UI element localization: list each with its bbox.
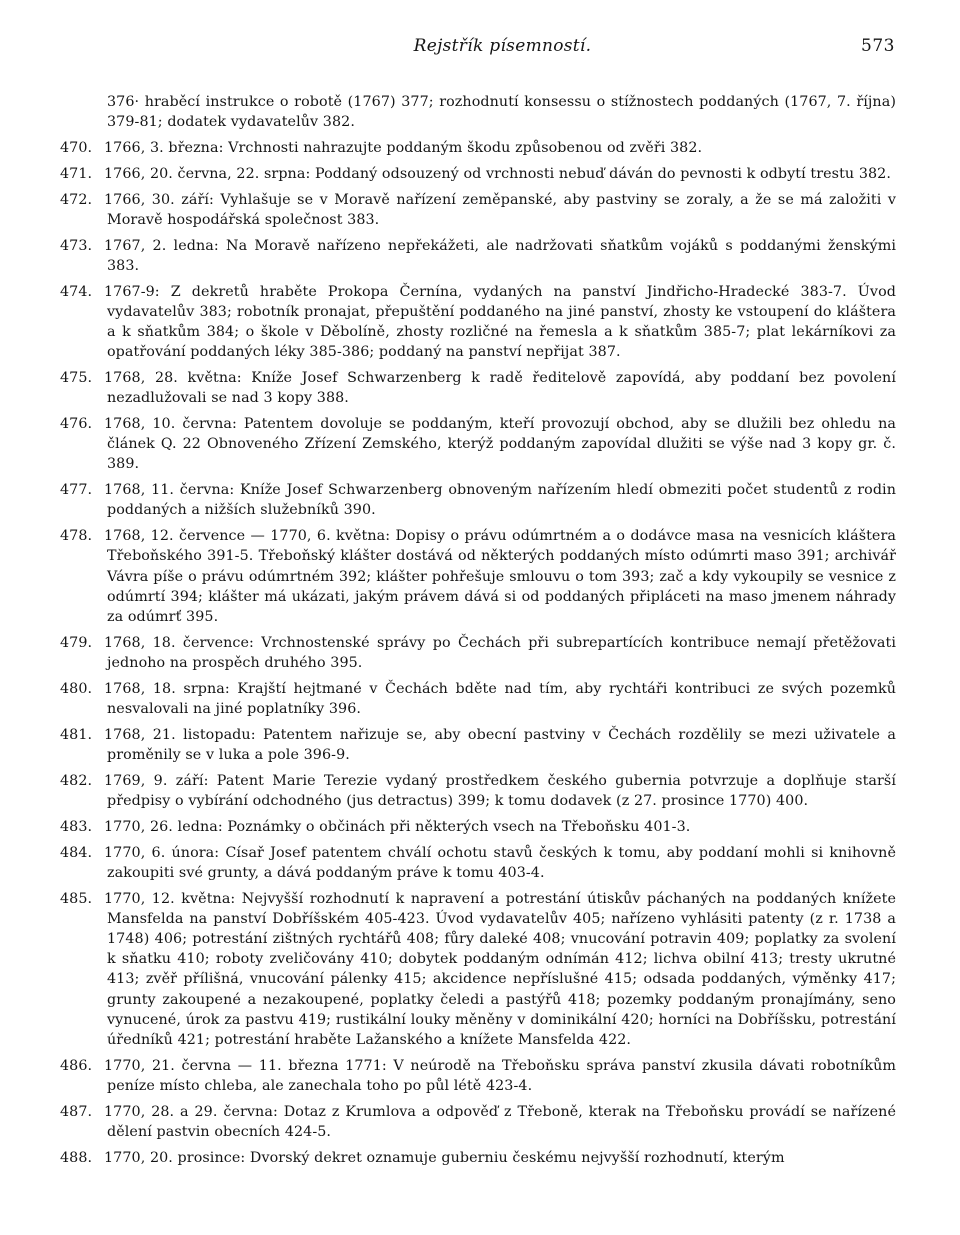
entry-text: 1768, 11. června: Kníže Josef Schwarzenberg obnoveným nařízením hledí obmeziti počet studentů z rodin poddaných a nižších služebníků 390. <box>104 482 896 519</box>
register-entry <box>60 817 896 837</box>
entry-number: 482. <box>60 772 93 789</box>
entry-number: 487. <box>60 1103 93 1120</box>
entry-text: 1769, 9. září: Patent Marie Terezie vydaný prostředkem českého gubernia potvrzuje a doplňuje starší předpisy o vybírání odchodného (jus detractus) 399; k tomu dodavek (z 27. prosince 1770) 400. <box>104 772 896 810</box>
entry-number: 480. <box>60 680 93 697</box>
entry-text: 1770, 6. února: Císař Josef patentem chválí ochotu stavů českých k tomu, aby poddaní mohli si knihovně zakoupiti své grunty, a dává poddaným práve k tomu 403-4. <box>104 844 896 881</box>
entry-text: 1770, 28. a 29. června: Dotaz z Krumlova a odpověď z Třeboně, kterak na Třeboňsku provádí se nařízené dělení pastvin obecních 424-5. <box>104 1103 896 1141</box>
entry-number: 481. <box>60 726 93 743</box>
entry-text: 1770, 21. června — 11. března 1771: V neúrodě na Třeboňsku správa panství zkusila dávati robotníkům peníze místo chleba, ale zanechala toho po půl létě 423-4. <box>104 1057 896 1095</box>
register-entry <box>60 843 896 883</box>
register-entry <box>60 368 896 408</box>
entry-text: 1768, 12. července — 1770, 6. května: Dopisy o právu odúmrtném a o dodávce masa na vesnicích kláštera Třeboňského 391-5. Třeboňský klášter dostává od některých poddaných místo odúmrti maso 391; archivář Vávra píše o právu odúmrtném 392; klášter pohřešuje smlouvu o tom 393; zač a kdy vykoupily se vesnice z odúmrtí 394; klášter má ukázati, jakým právem dává si od poddaných připláceti na maso jmenem náhrady za odúmrť 395. <box>104 528 896 626</box>
entry-text: 1768, 18. srpna: Krajští hejtmané v Čechách bděte nad tím, aby rychtáři kontribuci ze svých pozemků nesvalovali na jiné poplatníky 396. <box>104 680 896 718</box>
entry-text: 1766, 20. června, 22. srpna: Poddaný odsouzený od vrchnosti nebuď dáván do pevnosti k odbytí trestu 382. <box>104 165 891 182</box>
register-entry <box>60 1056 896 1096</box>
entry-text: 1770, 26. ledna: Poznámky o občinách při některých vsech na Třeboňsku 401-3. <box>104 818 691 835</box>
register-entry <box>60 889 896 1051</box>
register-entry <box>60 236 896 276</box>
register-entry <box>60 526 896 627</box>
register-entry <box>60 1148 896 1168</box>
running-head <box>110 36 895 62</box>
register-entry <box>60 725 896 765</box>
entry-number: 472. <box>60 191 93 208</box>
entry-number: 477. <box>60 482 93 499</box>
register-entry <box>60 164 896 184</box>
entry-number: 478. <box>60 528 93 545</box>
register-entry <box>60 92 896 132</box>
entry-number: 479. <box>60 634 93 651</box>
register-entry <box>60 1102 896 1142</box>
entry-number: 486. <box>60 1057 93 1074</box>
register-entry <box>60 414 896 475</box>
entry-number: 488. <box>60 1149 93 1166</box>
register-entry <box>60 480 896 520</box>
register-entry <box>60 190 896 230</box>
entry-text: 1766, 30. září: Vyhlašuje se v Moravě nařízení zeměpanské, aby pastviny se zoraly, a že se má založiti v Moravě hospodářská společnost 383. <box>104 191 896 228</box>
register-entry <box>60 633 896 673</box>
entry-text: 1768, 18. července: Vrchnostenské správy po Čechách při subrepartících kontribuce nemají přetěžovati jednoho na prospěch druhého 395. <box>104 634 896 672</box>
entry-number: 475. <box>60 370 93 386</box>
entry-number: 470. <box>60 140 93 156</box>
register-entries <box>60 92 896 1174</box>
entry-number: 476. <box>60 416 93 432</box>
entry-text: 1770, 12. května: Nejvyšší rozhodnutí k napravení a potrestání útiskův páchaných na poddaných knížete Mansfelda na panství Dobříšském 405-423. Úvod vydavatelův 405; nařízeno vyhlásiti patenty (z r. 1738 a 1748) 406; potrestání zištných rychtářů 408; fůry daleké 408; vnucování potravin 409; poplatky za svolení k sňatku 410; roboty zveličovány 410; dobytek poddaným odnímán 412; lichva obilní 413; tresty ukrutné 413; zvěř přílišná, vnucování pálenky 415; akcidence nepříslušné 415; odsada poddaných, výměnky 417; grunty zakoupené a nezakoupené, poplatky čeledi a pastýřů 418; pozemky poddaným pronajímány, seno vynucené, úrok za pastvu 419; rustikální louky měněny v dominikální 420; horníci na Dobříšsku, potrestání úředníků 421; potrestání hraběte Lažanského a knížete Mansfelda 422. <box>104 890 896 1049</box>
page-number: 573 <box>861 36 895 56</box>
entry-number: 483. <box>60 818 93 835</box>
entry-text: 1768, 21. listopadu: Patentem nařizuje se, aby obecní pastviny v Čechách rozdělily se mezi uživatele a proměnily se v luka a pole 396-9. <box>104 726 896 764</box>
register-entry <box>60 679 896 719</box>
entry-number: 484. <box>60 844 93 861</box>
register-entry <box>60 138 896 158</box>
entry-text: 1768, 28. května: Kníže Josef Schwarzenberg k radě ředitelově zapovídá, aby poddaní bez povolení nezadlužovali se nad 3 kopy 388. <box>104 370 896 407</box>
entry-text: 376· hraběcí instrukce o robotě (1767) 377; rozhodnutí konsessu o stížnostech poddaných (1767, 7. října) 379-81; dodatek vydavatelův 382. <box>107 94 896 131</box>
register-entry <box>60 282 896 363</box>
entry-number: 485. <box>60 890 93 907</box>
entry-text: 1768, 10. června: Patentem dovoluje se poddaným, kteří provozují obchod, aby se dlužili bez ohledu na článek Q. 22 Obnoveného Zřízení Zemského, kterýž poddaným zapovídal dlužiti se výše nad 3 kopy gr. č. 389. <box>104 416 896 473</box>
page-title: Rejstřík písemností. <box>413 36 592 56</box>
register-entry <box>60 771 896 811</box>
entry-text: 1767-9: Z dekretů hraběte Prokopa Černína, vydaných na panství Jindřicho-Hradecké 383-7. Úvod vydavatelův 383; robotník pronajat, přepuštění poddaného na jiné panství, zhosty ke vstoupení do kláštera a k sňatkům 384; o škole v Děbolíně, zhosty rozličné na řemesla a k sňatkům 385-7; plat lekárníkovi za opatřování poddaných léky 385-386; poddaný na panství nepřijat 387. <box>104 283 896 361</box>
entry-text: 1770, 20. prosince: Dvorský dekret oznamuje guberniu českému nejvyšší rozhodnutí, kterým <box>104 1149 785 1166</box>
entry-text: 1767, 2. ledna: Na Moravě nařízeno nepřekážeti, ale nadržovati sňatkům vojáků s poddanými ženskými 383. <box>104 237 896 274</box>
entry-number: 473. <box>60 237 93 254</box>
entry-number: 471. <box>60 165 93 182</box>
entry-text: 1766, 3. března: Vrchnosti nahrazujte poddaným škodu způsobenou od zvěři 382. <box>104 140 703 156</box>
entry-number: 474. <box>60 283 93 300</box>
